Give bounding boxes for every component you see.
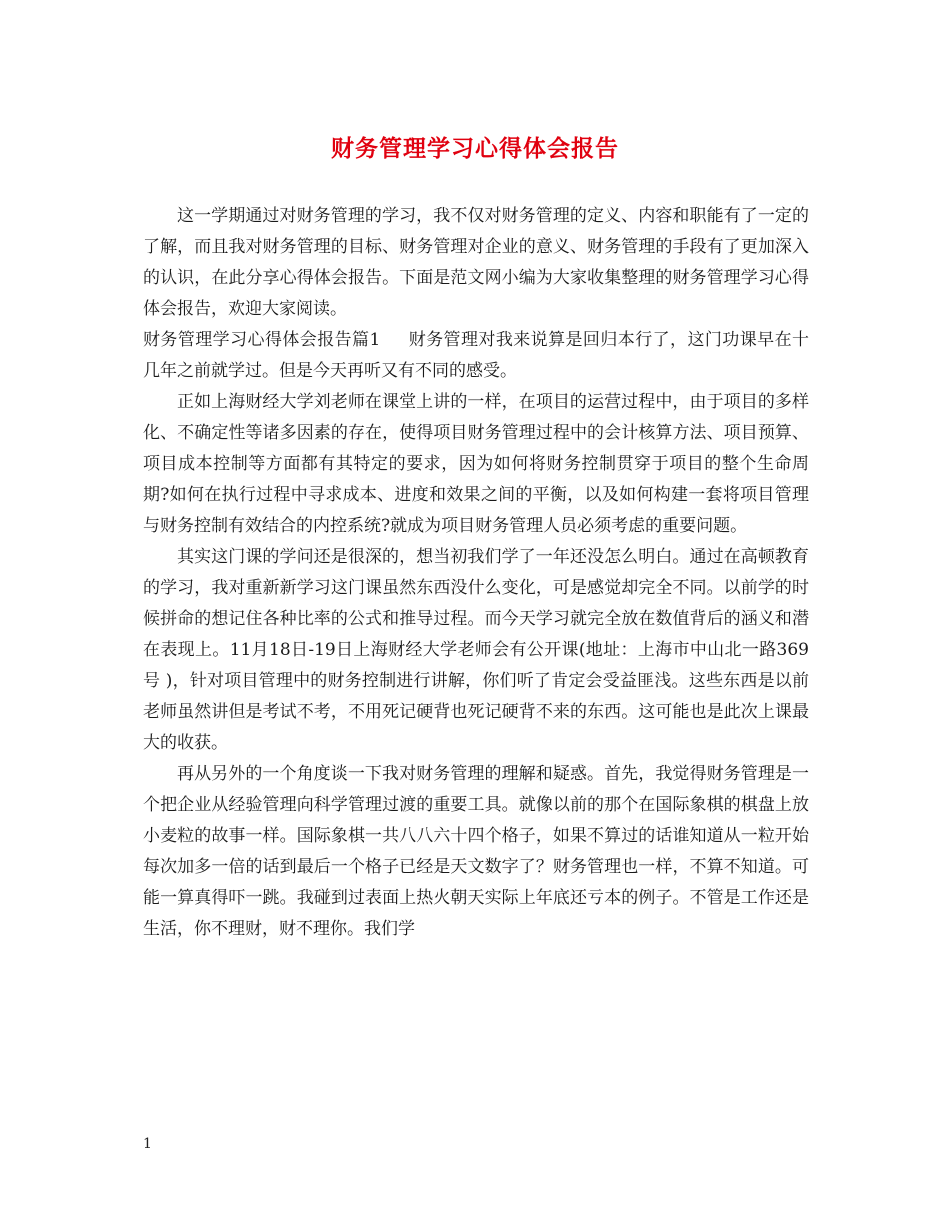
page-number: 1 bbox=[143, 1136, 152, 1152]
intro-paragraph: 这一学期通过对财务管理的学习，我不仅对财务管理的定义、内容和职能有了一定的了解，而且我对财务管理的目标、财务管理对企业的意义、财务管理的手段有了更加深入的认识，在此分享心得体会报告。下面是范文网小编为大家收集整理的财务管理学习心得体会报告，欢迎大家阅读。 bbox=[143, 206, 809, 319]
document-title: 财务管理学习心得体会报告 bbox=[331, 135, 619, 162]
section-heading: 财务管理学习心得体会报告篇1 bbox=[143, 330, 381, 350]
body-paragraph: 再从另外的一个角度谈一下我对财务管理的理解和疑惑。首先，我觉得财务管理是一个把企业从经验管理向科学管理过渡的重要工具。就像以前的那个在国际象棋的棋盘上放小麦粒的故事一样。国际象棋一共八八六十四个格子，如果不算过的话谁知道从一粒开始每次加多一倍的话到最后一个格子已经是天文数字了？财务管理也一样，不算不知道。可能一算真得吓一跳。我碰到过表面上热火朝天实际上年底还亏本的例子。不管是工作还是生活，你不理财，财不理你。我们学 bbox=[143, 764, 809, 939]
body-paragraph: 其实这门课的学问还是很深的，想当初我们学了一年还没怎么明白。通过在高顿教育的学习，我对重新新学习这门课虽然东西没什么变化，可是感觉却完全不同。以前学的时候拼命的想记住各种比率的公式和推导过程。而今天学习就完全放在数值背后的涵义和潜在表现上。11月18日-19日上海财经大学老师会有公开课(地址：上海市中山北一路369号 )，针对项目管理中的财务控制进行讲解，你们听了肯定会受益匪浅。这些东西是以前老师虽然讲但是考试不考，不用死记硬背也死记硬背不来的东西。这可能也是此次上课最大的收获。 bbox=[143, 547, 809, 753]
document-body bbox=[143, 201, 809, 945]
section-paragraph bbox=[143, 325, 809, 387]
section-first-text: 财务管理对我来说算是回归本行了，这门功课早在十几年之前就学过。但是今天再听又有不同的感受。 bbox=[143, 330, 809, 381]
body-paragraph: 正如上海财经大学刘老师在课堂上讲的一样，在项目的运营过程中，由于项目的多样化、不确定性等诸多因素的存在，使得项目财务管理过程中的会计核算方法、项目预算、项目成本控制等方面都有其特定的要求，因为如何将财务控制贯穿于项目的整个生命周期?如何在执行过程中寻求成本、进度和效果之间的平衡，以及如何构建一套将项目管理与财务控制有效结合的内控系统?就成为项目财务管理人员必须考虑的重要问题。 bbox=[143, 392, 809, 536]
